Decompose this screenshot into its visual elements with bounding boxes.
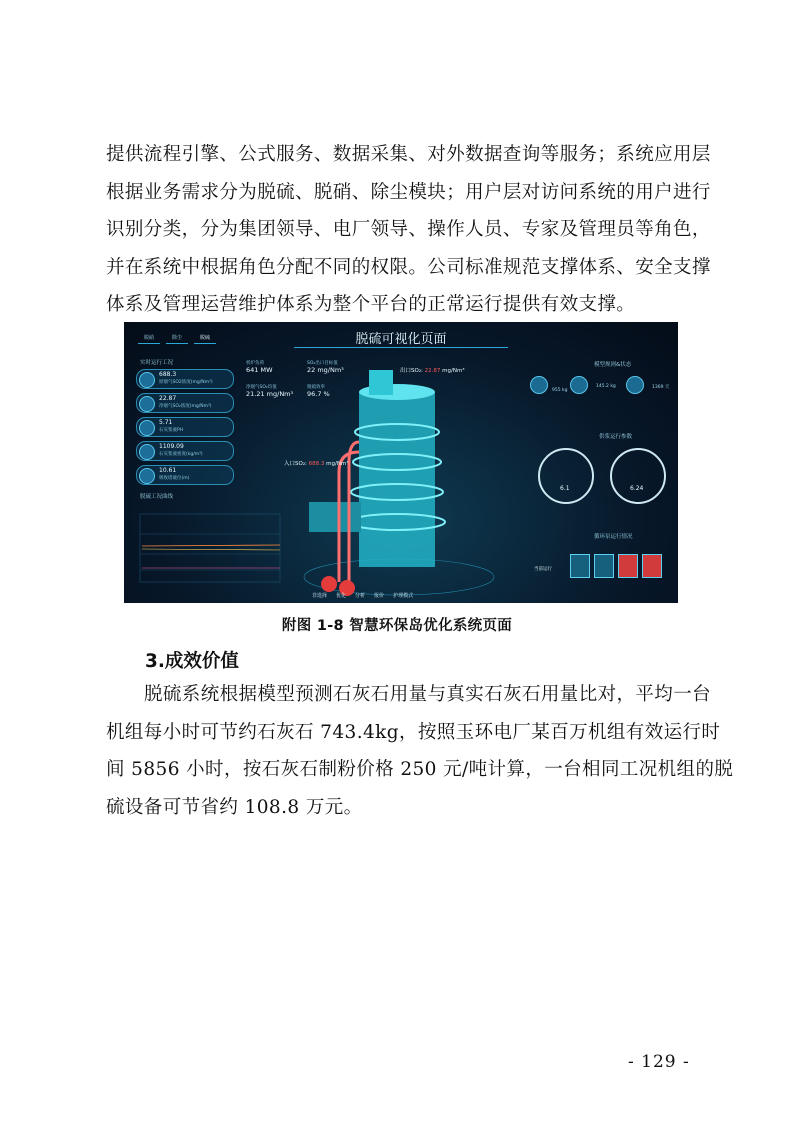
bottom-menu bbox=[312, 592, 413, 599]
kpi-card bbox=[136, 465, 234, 485]
menu-item: 非选择 bbox=[312, 593, 328, 599]
text-line: 脱硫系统根据模型预测石灰石用量与真实石灰石用量比对，平均一台 bbox=[144, 684, 712, 705]
pump-header: 循环泵运行情况 bbox=[594, 534, 633, 540]
module-tabs bbox=[138, 332, 216, 344]
dashboard-figure bbox=[124, 322, 678, 603]
intro-paragraph bbox=[106, 136, 711, 324]
recycle-icon bbox=[570, 376, 588, 394]
text-line: 机组每小时可节约石灰石 743.4kg，按照玉环电厂某百万机组有效运行时 bbox=[106, 721, 721, 743]
kpi-card bbox=[136, 417, 234, 437]
drop-icon bbox=[139, 420, 155, 436]
model-icon bbox=[530, 376, 548, 394]
stat-target: SO₂出口目标值 22 mg/Nm³ bbox=[307, 361, 344, 374]
inlet-so2: 入口SO₂: 688.3 mg/Nm³ bbox=[284, 461, 349, 467]
trend-chart bbox=[136, 504, 286, 594]
figure-caption: 附图 1-8 智慧环保岛优化系统页面 bbox=[281, 618, 513, 634]
tab-desulfurization: 脱硫 bbox=[194, 332, 216, 344]
kpi-label: 原烟气SO2浓度(mg/Nm³) bbox=[159, 380, 213, 385]
text-line: 硫设备可节省约 108.8 万元。 bbox=[106, 796, 363, 818]
menu-item: 分析 bbox=[355, 593, 366, 599]
kpi-value: 22.87 bbox=[159, 395, 177, 402]
text-line: 体系及管理运营维护体系为整个平台的正常运行提供有效支撑。 bbox=[106, 294, 636, 315]
text-line: 根据业务需求分为脱硫、脱硝、除尘模块；用户层对访问系统的用户进行 bbox=[106, 181, 711, 203]
dashboard-title: 脱硫可视化页面 bbox=[355, 332, 447, 347]
gauge-value: 6.1 bbox=[560, 485, 570, 492]
series-line bbox=[142, 545, 280, 546]
fan-icon bbox=[139, 444, 155, 460]
kpi-value: 10.61 bbox=[159, 467, 177, 474]
gauge-icon bbox=[139, 372, 155, 388]
kpi-value: 688.3 bbox=[159, 371, 177, 378]
stat-value: 145.2 kg bbox=[596, 384, 616, 389]
kpi-value: 1109.09 bbox=[159, 443, 184, 450]
kpi-value: 5.71 bbox=[159, 419, 173, 426]
stat-load: 机炉负荷 641 MW bbox=[246, 361, 273, 374]
benefit-paragraph bbox=[106, 676, 734, 826]
pump-icon bbox=[570, 554, 590, 578]
section-heading: 3.成效价值 bbox=[145, 651, 239, 672]
menu-item: 护理模式 bbox=[393, 593, 414, 599]
model-status-header: 模型规则&状态 bbox=[594, 362, 632, 368]
timer-icon bbox=[626, 376, 644, 394]
pump-running-label: 当前运行 bbox=[534, 567, 552, 572]
density-gauge bbox=[610, 448, 666, 504]
tab-denitration: 脱硝 bbox=[138, 332, 160, 344]
kpi-card bbox=[136, 393, 234, 413]
kpi-label: 石灰浆液密度(kg/m³) bbox=[159, 452, 203, 457]
realtime-header: 实时运行工况 bbox=[140, 360, 174, 366]
text-line: 间 5856 小时，按石灰石制粉价格 250 元/吨计算，一台相同工况机组的脱 bbox=[106, 759, 734, 780]
menu-item: 优化 bbox=[336, 593, 347, 599]
menu-item: 报价 bbox=[374, 593, 385, 599]
text-line: 并在系统中根据角色分配不同的权限。公司标准规范支撑体系、安全支撑 bbox=[106, 256, 711, 278]
slurry-params-header: 供浆运行参数 bbox=[599, 434, 633, 440]
kpi-label: 石灰浆液PH bbox=[159, 428, 184, 433]
kpi-card bbox=[136, 441, 234, 461]
cloud-icon bbox=[139, 396, 155, 412]
stat-avg: 净烟气SO₂均值 21.21 mg/Nm³ bbox=[246, 385, 294, 398]
ph-gauge bbox=[538, 448, 594, 504]
stat-value: 1369 天 bbox=[652, 385, 670, 390]
level-icon bbox=[139, 468, 155, 484]
kpi-label: 吸收塔液位(m) bbox=[159, 476, 190, 481]
outlet-so2: 出口SO₂: 22.87 mg/Nm³ bbox=[400, 368, 465, 374]
curve-header: 脱硫工况曲线 bbox=[140, 494, 174, 500]
page-number: - 129 - bbox=[628, 1052, 690, 1072]
text-line: 提供流程引擎、公式服务、数据采集、对外数据查询等服务；系统应用层 bbox=[106, 144, 711, 165]
stat-efficiency: 脱硫效率 96.7 % bbox=[307, 385, 330, 398]
pump-icon bbox=[594, 554, 614, 578]
stat-value: 955 kg bbox=[552, 388, 568, 393]
kpi-card bbox=[136, 369, 234, 389]
kpi-label: 净烟气SO₂浓度(mg/Nm³) bbox=[159, 404, 212, 409]
series-line bbox=[142, 549, 280, 550]
gauge-value: 6.24 bbox=[630, 485, 644, 492]
pump-icon bbox=[642, 554, 662, 578]
pump-icon bbox=[618, 554, 638, 578]
absorber-tower-illustration bbox=[299, 352, 499, 602]
tab-dust: 除尘 bbox=[166, 332, 188, 344]
text-line: 识别分类，分为集团领导、电厂领导、操作人员、专家及管理员等角色， bbox=[106, 219, 711, 240]
